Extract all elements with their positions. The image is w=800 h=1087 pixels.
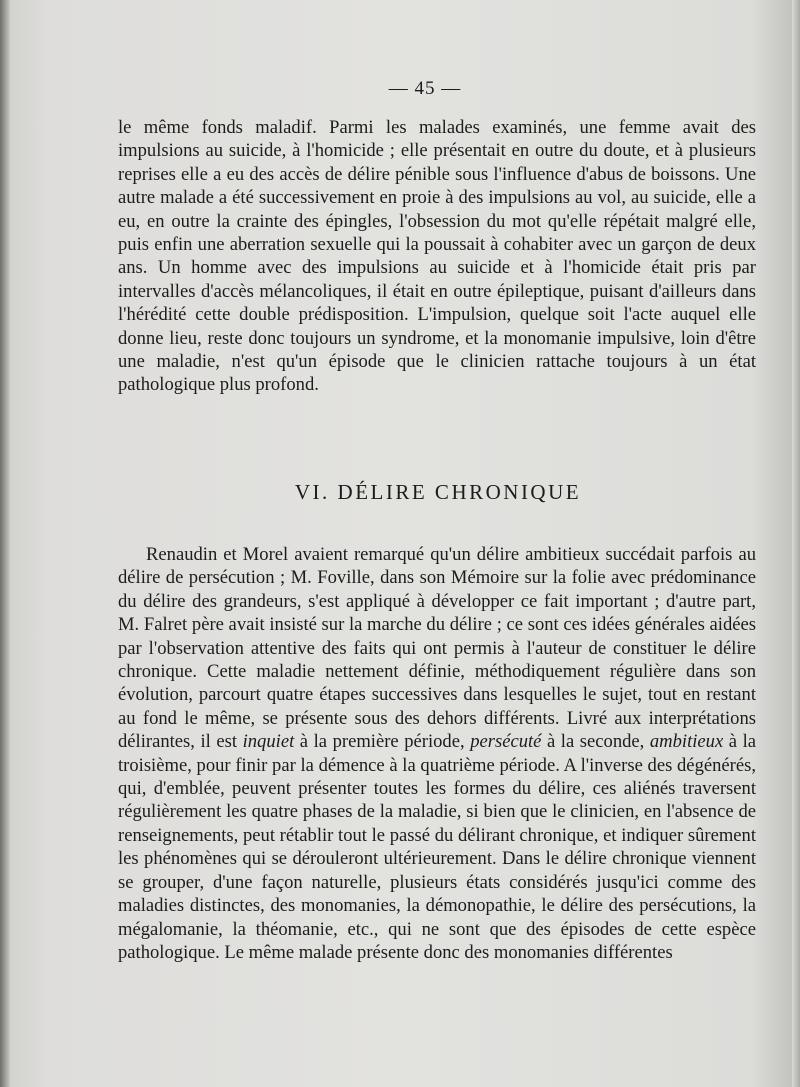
- paragraph-continued: le même fonds maladif. Parmi les malades examinés, une femme avait des impulsions au suicide, à l'homicide ; elle présentait en outre du doute, et à plusieurs reprises elle a eu des accès de délire pénible sous l'influence d'abus de boissons. Une autre malade a été successivement en proie à des impulsions au vol, au suicide, elle a eu, en outre la crainte des épingles, l'obsession du mot qu'elle répétait malgré elle, puis enfin une aberration sexuelle qui la poussait à cohabiter avec un garçon de deux ans. Un homme avec des impulsions au suicide et à l'homicide était pris par intervalles d'accès mélancoliques, il était en outre épileptique, puisant d'ailleurs dans l'hérédité cette double prédisposition. L'impulsion, quelque soit l'acte auquel elle donne lieu, reste donc toujours un syndrome, et la monomanie impulsive, loin d'être une maladie, n'est qu'un épisode que le clinicien rattache toujours à un état pathologique plus profond.: [118, 117, 756, 396]
- paragraph-delire-chronique: [118, 543, 756, 964]
- paragraph-text: à la première période,: [294, 731, 471, 753]
- section-heading: VI. DÉLIRE CHRONIQUE: [294, 480, 582, 504]
- emphasis-persecute: persécuté: [470, 731, 542, 753]
- book-spine-shadow: [0, 0, 10, 1087]
- paragraph-text: Renaudin et Morel avaient remarqué qu'un délire ambitieux succédait parfois au délire de persécution ; M. Foville, dans son Mémoire sur la folie avec prédominance du délire des grandeurs, s'est appliqué à développer ce fait important ; d'autre part, M. Falret père avait insisté sur la marche du délire ; ce sont ces idées générales aidées par l'observation attentive des faits qui ont permis à l'auteur de constituer le délire chronique. Cette maladie nettement définie, méthodiquement régulière dans son évolution, parcourt quatre étapes successives dans lesquelles le sujet, tout en restant au fond le même, se présente sous des dehors différents. Livré aux interprétations délirantes, il est: [118, 544, 756, 753]
- emphasis-ambitieux: ambitieux: [649, 731, 724, 753]
- emphasis-inquiet: inquiet: [242, 731, 295, 753]
- paragraph-text: à la seconde,: [541, 731, 650, 753]
- paragraph-text: à la troisième, pour finir par la démence à la quatrième période. A l'inverse des dégénérés, qui, d'emblée, peuvent présenter toutes les formes du délire, ces aliénés traversent régulièrement les quatre phases de la maladie, si bien que le clinicien, en l'absence de renseignements, peut rétablir tout le passé du délirant chronique, et indiquer sûrement les phénomènes qui se dérouleront ultérieurement. Dans le délire chronique viennent se grouper, d'une façon naturelle, plusieurs états considérés jusqu'ici comme des maladies distinctes, des monomanies, la démonopathie, le délire des persécutions, la mégalomanie, la théomanie, etc., qui ne sont que des épisodes de cette espèce pathologique. Le même malade présente donc des monomanies différentes: [118, 731, 756, 963]
- page-edge-shadow: [792, 0, 800, 1087]
- page-number: — 45 —: [388, 78, 462, 99]
